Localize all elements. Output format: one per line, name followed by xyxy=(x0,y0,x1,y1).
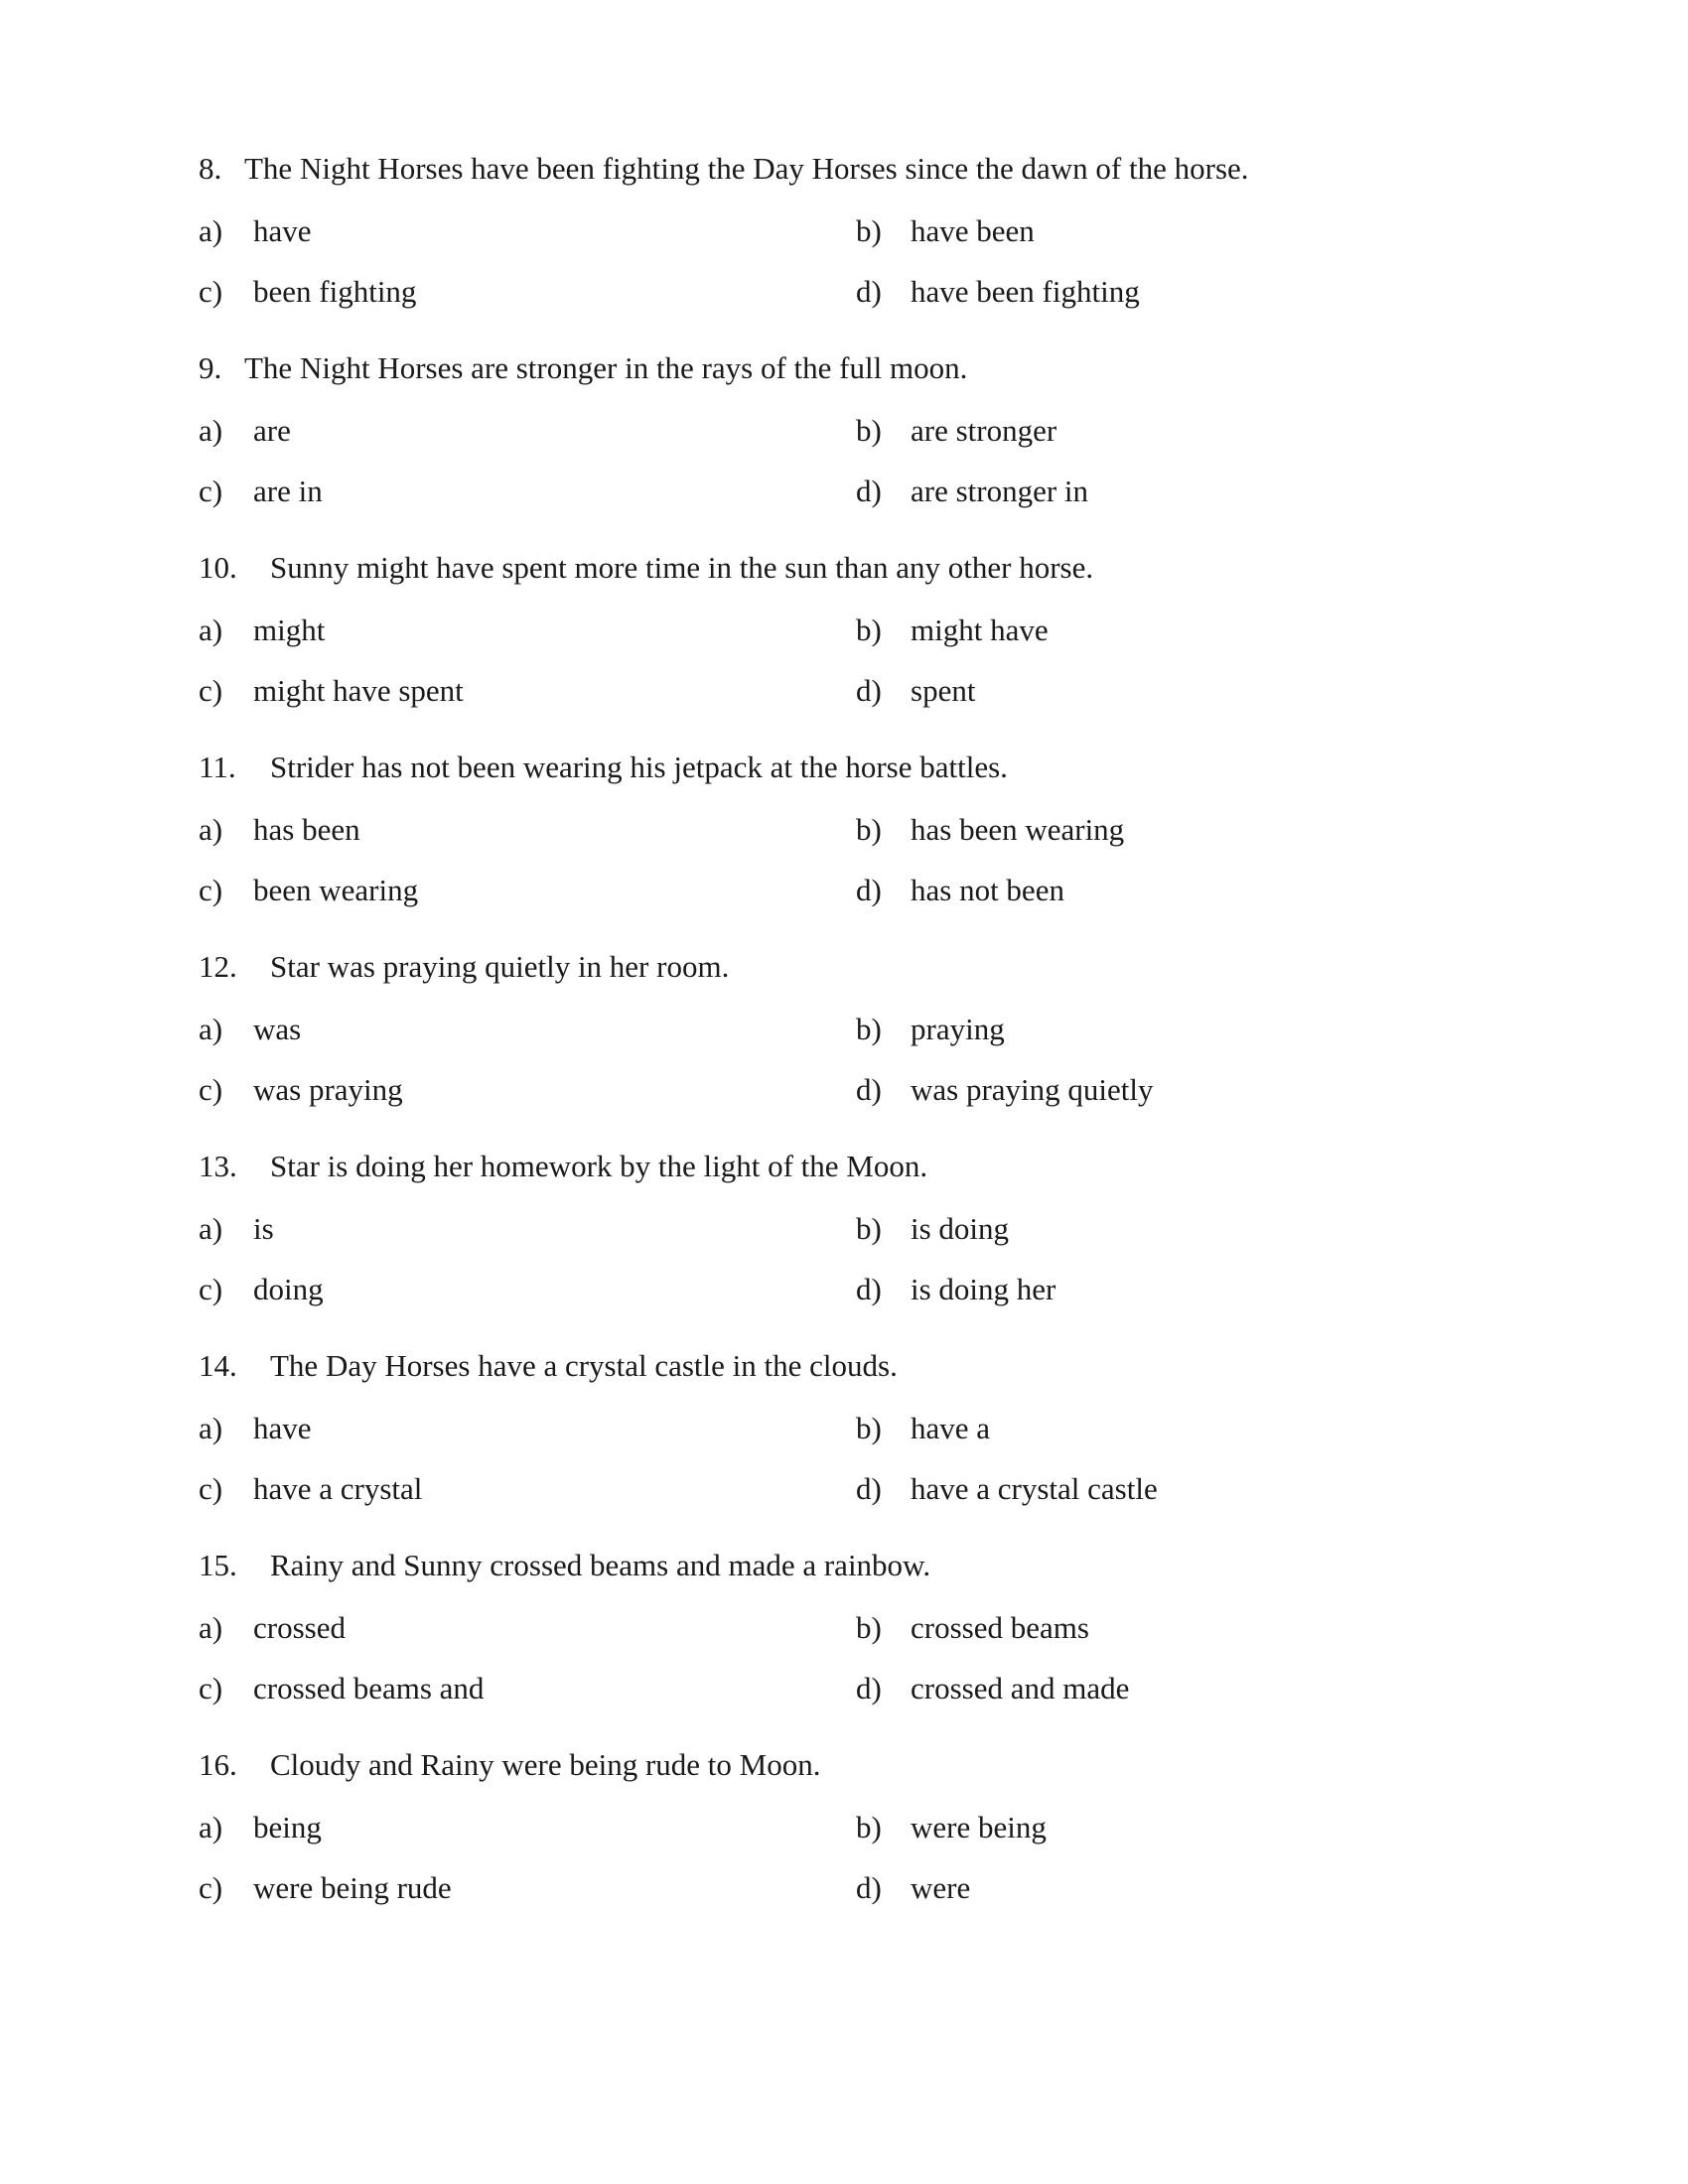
question-stem xyxy=(199,548,1093,588)
option-letter: c) xyxy=(199,1072,223,1107)
option-letter: a) xyxy=(199,1411,223,1445)
option-letter: c) xyxy=(199,1671,223,1706)
option-b[interactable] xyxy=(856,1608,1089,1648)
option-letter: a) xyxy=(199,613,223,647)
option-letter: c) xyxy=(199,1272,223,1306)
option-text: being xyxy=(253,1810,322,1844)
option-a[interactable] xyxy=(199,1010,301,1049)
option-letter: b) xyxy=(856,1012,882,1046)
option-text: have a xyxy=(911,1411,991,1445)
option-letter: c) xyxy=(199,873,223,907)
question-text: Star is doing her homework by the light of the Moon. xyxy=(270,1149,928,1183)
option-text: praying xyxy=(911,1012,1005,1046)
option-d[interactable] xyxy=(856,1469,1158,1509)
option-text: been fighting xyxy=(253,274,417,309)
question-number: 8. xyxy=(199,151,222,186)
option-text: is doing xyxy=(911,1211,1010,1246)
option-text: is xyxy=(253,1211,274,1246)
question-stem xyxy=(199,947,729,987)
option-letter: c) xyxy=(199,1471,223,1506)
option-text: were being rude xyxy=(253,1870,452,1905)
option-letter: b) xyxy=(856,1810,882,1844)
option-letter: c) xyxy=(199,474,223,508)
question-stem xyxy=(199,348,967,388)
question-stem xyxy=(199,149,1249,189)
option-b[interactable] xyxy=(856,810,1124,850)
option-letter: a) xyxy=(199,1610,223,1645)
option-a[interactable] xyxy=(199,1209,274,1249)
option-letter: d) xyxy=(856,1072,882,1107)
question-text: Cloudy and Rainy were being rude to Moon. xyxy=(270,1747,821,1782)
option-text: are stronger in xyxy=(911,474,1089,508)
option-letter: a) xyxy=(199,1810,223,1844)
option-letter: c) xyxy=(199,673,223,708)
option-c[interactable] xyxy=(199,1270,324,1309)
option-d[interactable] xyxy=(856,272,1140,312)
option-text: are xyxy=(253,413,291,448)
option-letter: b) xyxy=(856,1610,882,1645)
question-number: 14. xyxy=(199,1348,237,1383)
option-b[interactable] xyxy=(856,1409,990,1448)
option-text: have a crystal castle xyxy=(911,1471,1158,1506)
option-letter: d) xyxy=(856,873,882,907)
option-text: has been wearing xyxy=(911,812,1125,847)
option-text: has not been xyxy=(911,873,1064,907)
question-stem xyxy=(199,1745,820,1785)
option-d[interactable] xyxy=(856,1070,1154,1110)
option-b[interactable] xyxy=(856,611,1049,650)
option-letter: d) xyxy=(856,673,882,708)
option-d[interactable] xyxy=(856,671,975,711)
question-stem xyxy=(199,1546,930,1585)
option-c[interactable] xyxy=(199,472,323,511)
option-c[interactable] xyxy=(199,671,464,711)
option-letter: b) xyxy=(856,812,882,847)
option-letter: d) xyxy=(856,1272,882,1306)
option-text: is doing her xyxy=(911,1272,1056,1306)
option-c[interactable] xyxy=(199,1469,422,1509)
question-text: Rainy and Sunny crossed beams and made a rainbow. xyxy=(270,1548,931,1582)
option-letter: b) xyxy=(856,1411,882,1445)
option-text: have been fighting xyxy=(911,274,1140,309)
option-text: doing xyxy=(253,1272,324,1306)
option-c[interactable] xyxy=(199,272,416,312)
option-letter: d) xyxy=(856,1471,882,1506)
question-text: Strider has not been wearing his jetpack at the horse battles. xyxy=(270,750,1008,784)
option-a[interactable] xyxy=(199,1409,312,1448)
option-text: were being xyxy=(911,1810,1047,1844)
option-text: have a crystal xyxy=(253,1471,423,1506)
question-stem xyxy=(199,1346,898,1386)
option-a[interactable] xyxy=(199,1608,346,1648)
option-c[interactable] xyxy=(199,871,418,910)
option-text: might have xyxy=(911,613,1049,647)
question-number: 11. xyxy=(199,750,236,784)
option-text: crossed beams xyxy=(911,1610,1089,1645)
option-d[interactable] xyxy=(856,1868,970,1908)
option-text: have xyxy=(253,1411,312,1445)
option-text: might xyxy=(253,613,326,647)
option-c[interactable] xyxy=(199,1868,452,1908)
question-number: 16. xyxy=(199,1747,237,1782)
option-letter: a) xyxy=(199,1211,223,1246)
option-letter: d) xyxy=(856,1671,882,1706)
option-a[interactable] xyxy=(199,211,312,251)
option-letter: d) xyxy=(856,1870,882,1905)
option-a[interactable] xyxy=(199,611,325,650)
option-b[interactable] xyxy=(856,411,1056,451)
option-letter: a) xyxy=(199,1012,223,1046)
option-text: have xyxy=(253,213,312,248)
option-text: might have spent xyxy=(253,673,464,708)
option-text: crossed beams and xyxy=(253,1671,485,1706)
option-a[interactable] xyxy=(199,1808,322,1847)
option-letter: d) xyxy=(856,474,882,508)
option-d[interactable] xyxy=(856,871,1064,910)
option-a[interactable] xyxy=(199,411,291,451)
option-b[interactable] xyxy=(856,211,1035,251)
question-text: Star was praying quietly in her room. xyxy=(270,949,730,984)
question-number: 13. xyxy=(199,1149,237,1183)
question-number: 10. xyxy=(199,550,237,585)
option-text: been wearing xyxy=(253,873,419,907)
question-number: 9. xyxy=(199,350,222,385)
question-text: Sunny might have spent more time in the sun than any other horse. xyxy=(270,550,1094,585)
option-a[interactable] xyxy=(199,810,360,850)
option-c[interactable] xyxy=(199,1669,484,1708)
question-number: 15. xyxy=(199,1548,237,1582)
question-stem xyxy=(199,748,1008,787)
option-d[interactable] xyxy=(856,472,1088,511)
question-stem xyxy=(199,1147,927,1186)
option-letter: d) xyxy=(856,274,882,309)
option-letter: a) xyxy=(199,413,223,448)
option-letter: a) xyxy=(199,213,223,248)
option-text: have been xyxy=(911,213,1035,248)
option-text: crossed and made xyxy=(911,1671,1130,1706)
question-text: The Night Horses are stronger in the rays of the full moon. xyxy=(244,350,968,385)
option-letter: b) xyxy=(856,613,882,647)
option-d[interactable] xyxy=(856,1270,1055,1309)
question-text: The Night Horses have been fighting the Day Horses since the dawn of the horse. xyxy=(244,151,1249,186)
option-text: are stronger xyxy=(911,413,1057,448)
option-b[interactable] xyxy=(856,1010,1005,1049)
option-text: were xyxy=(911,1870,971,1905)
option-letter: b) xyxy=(856,413,882,448)
option-letter: b) xyxy=(856,1211,882,1246)
option-letter: b) xyxy=(856,213,882,248)
option-text: are in xyxy=(253,474,323,508)
question-text: The Day Horses have a crystal castle in the clouds. xyxy=(270,1348,898,1383)
option-text: was praying quietly xyxy=(911,1072,1154,1107)
option-c[interactable] xyxy=(199,1070,403,1110)
option-letter: c) xyxy=(199,1870,223,1905)
option-b[interactable] xyxy=(856,1209,1009,1249)
option-letter: a) xyxy=(199,812,223,847)
option-letter: c) xyxy=(199,274,223,309)
option-d[interactable] xyxy=(856,1669,1129,1708)
option-text: has been xyxy=(253,812,360,847)
option-b[interactable] xyxy=(856,1808,1047,1847)
option-text: was xyxy=(253,1012,302,1046)
option-text: spent xyxy=(911,673,976,708)
option-text: was praying xyxy=(253,1072,403,1107)
question-number: 12. xyxy=(199,949,237,984)
option-text: crossed xyxy=(253,1610,346,1645)
